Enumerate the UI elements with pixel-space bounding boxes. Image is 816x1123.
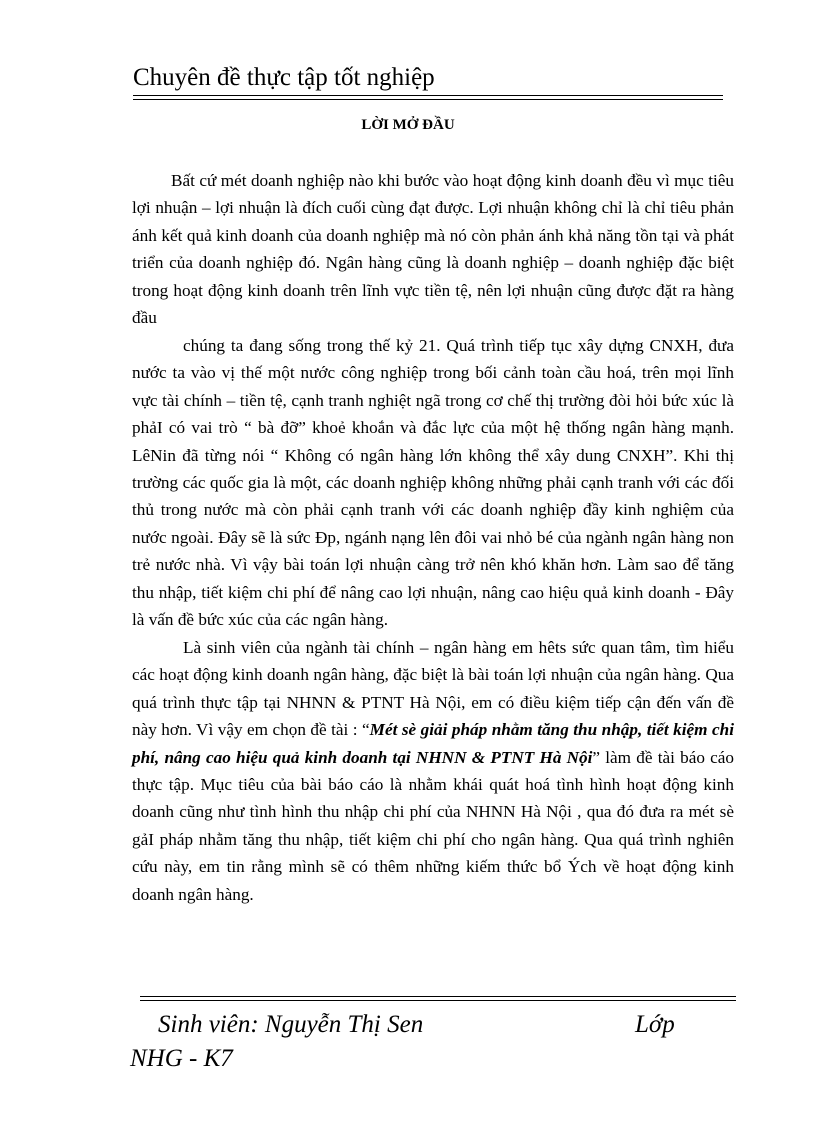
body-text xyxy=(132,167,734,908)
footer-student-name: Sinh viên: Nguyễn Thị Sen xyxy=(158,1011,424,1038)
paragraph-3-rest: ” làm đề tài báo cáo thực tập. Mục tiêu của bài báo cáo là nhằm khái quát hoá tình hình hoạt động kinh doanh cũng như tình hình thu nhập chi phí của NHNN Hà Nội , qua đó đưa ra mét sè gảI pháp nhằm tăng thu nhập, tiết kiệm chi phí cho ngân hàng. Qua quá trình nghiên cứu này, em tin rằng mình sẽ có thêm những kiếm thức bổ Ých về hoạt động kinh doanh ngân hàng. xyxy=(132,747,734,904)
header-divider xyxy=(133,95,723,100)
paragraph-3-intro: Là sinh viên của ngành tài chính – ngân hàng em hêts sức quan tâm, tìm hiểu các hoạt động kinh doanh ngân hàng, đặc biệt là bài toán lợi nhuận của ngân hàng. Qua quá trình thực tập tại NHNN & PTNT Hà Nội, em có điều kiệm tiếp cận đến vấn đề này hơn. Vì vậy em chọn đề tài : “ xyxy=(132,637,734,740)
section-heading: LỜI MỞ ĐẦU xyxy=(361,117,455,133)
footer-divider xyxy=(140,996,736,1001)
footer-class-label: Lớp xyxy=(635,1011,675,1038)
paragraph-1: Bất cứ mét doanh nghiệp nào khi bước vào hoạt động kinh doanh đều vì mục tiêu lợi nhuận – lợi nhuận là đích cuối cùng đạt được. Lợi nhuận không chỉ là chỉ tiêu phản ánh kết quả kinh doanh của doanh nghiệp mà nó còn phản ánh khả năng tồn tại và phát triển của doanh nghiệp đó. Ngân hàng cũng là doanh nghiệp – doanh nghiệp đặc biệt trong hoạt động kinh doanh trên lĩnh vực tiền tệ, nên lợi nhuận cũng được đặt ra hàng đầu xyxy=(132,171,734,328)
thesis-topic: Mét sè giải pháp nhằm tăng thu nhập, tiết kiệm chi phí, nâng cao hiệu quả kinh doanh tại NHNN & PTNT Hà Nội xyxy=(132,720,734,767)
page-header-title: Chuyên đề thực tập tốt nghiệp xyxy=(133,64,435,91)
paragraph-2: chúng ta đang sống trong thế kỷ 21. Quá trình tiếp tục xây dựng CNXH, đưa nước ta vào vị thế một nước công nghiệp trong bối cảnh toàn cầu hoá, trên mọi lĩnh vực tài chính – tiền tệ, cạnh tranh nghiệt ngã trong cơ chế thị trường đòi hỏi bức xúc là phảI có vai trò “ bà đỡ” khoẻ khoắn và đắc lực của một hệ thống ngân hàng mạnh. LêNin đã từng nói “ Không có ngân hàng lớn không thể xây dung CNXH”. Khi thị trường các quốc gia là một, các doanh nghiệp không những phải cạnh tranh với các đối thủ trong nước mà còn phải cạnh tranh với các doanh nghiệp đầy kinh nghiệm của nước ngoài. Đây sẽ là sức Đp, ngánh nạng lên đôi vai nhỏ bé của ngành ngân hàng non trẻ nước nhà. Vì vậy bài toán lợi nhuận càng trở nên khó khăn hơn. Làm sao để tăng thu nhập, tiết kiệm chi phí để nâng cao lợi nhuận, nâng cao hiệu quả kinh doanh - Đây là vấn đề bức xúc của các ngân hàng. xyxy=(132,335,734,630)
footer-class-value: NHG - K7 xyxy=(130,1045,233,1072)
paragraph-3 xyxy=(132,634,734,909)
